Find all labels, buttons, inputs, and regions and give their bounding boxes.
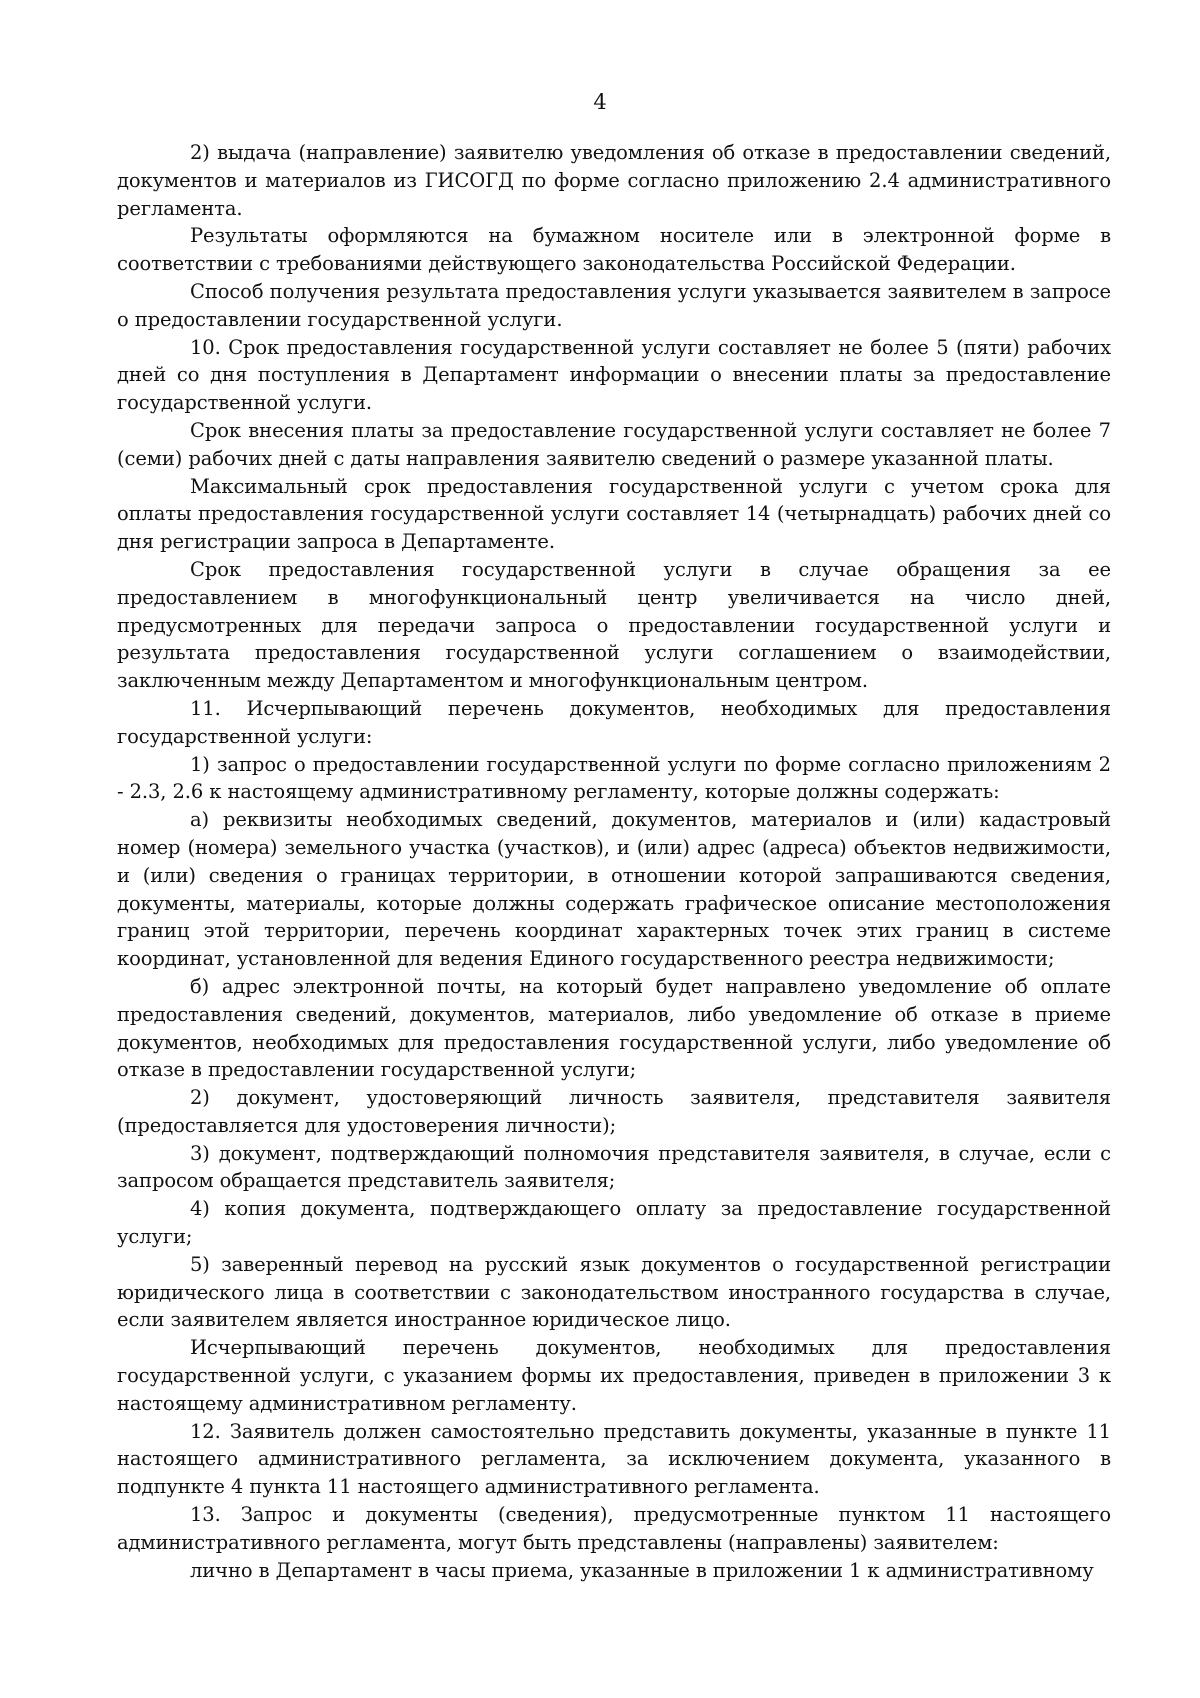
paragraph: Способ получения результата предоставления услуги указывается заявителем в запросе о предоставлении государственной услуги. — [117, 279, 1111, 331]
document-body — [117, 139, 1111, 1584]
paragraph: Результаты оформляются на бумажном носителе или в электронной форме в соответствии с требованиями действующего законодательства Российской Федерации. — [117, 224, 1111, 276]
paragraph: Исчерпывающий перечень документов, необходимых для предоставления государственной услуги, с указанием формы их предоставления, приведен в приложении 3 к настоящему административном регламенту. — [117, 1336, 1111, 1415]
paragraph: 11. Исчерпывающий перечень документов, необходимых для предоставления государственной услуги: — [117, 696, 1111, 748]
paragraph: 2) документ, удостоверяющий личность заявителя, представителя заявителя (предоставляется для удостоверения личности); — [117, 1086, 1111, 1137]
page-number: 4 — [593, 90, 607, 114]
paragraph: Срок предоставления государственной услуги в случае обращения за ее предоставлением в многофункциональный центр увеличивается на число дней, предусмотренных для передачи запроса о предоставлении государственной услуги и результата предоставления государственной услуги соглашением о взаимодействии, заключенным между Департаментом и многофункциональным центром. — [117, 557, 1111, 693]
paragraph: 4) копия документа, подтверждающего оплату за предоставление государственной услуги; — [117, 1197, 1111, 1249]
paragraph: Максимальный срок предоставления государственной услуги с учетом срока для оплаты предоставления государственной услуги составляет 14 (четырнадцать) рабочих дней со дня регистрации запроса в Департаменте. — [117, 474, 1111, 554]
paragraph: 2) выдача (направление) заявителю уведомления об отказе в предоставлении сведений, документов и материалов из ГИСОГД по форме согласно приложению 2.4 административного регламента. — [117, 141, 1111, 220]
paragraph: б) адрес электронной почты, на который будет направлено уведомление об оплате предоставления сведений, документов, материалов, либо уведомление об отказе в приеме документов, необходимых для предоставления государственной услуги, либо уведомление об отказе в предоставлении государственной услуги; — [117, 974, 1111, 1082]
paragraph: лично в Департамент в часы приема, указанные в приложении 1 к административному — [190, 1558, 1094, 1582]
paragraph: 10. Срок предоставления государственной услуги составляет не более 5 (пяти) рабочих дней со дня поступления в Департамент информации о внесении платы за предоставление государственной услуги. — [117, 335, 1111, 415]
paragraph: Срок внесения платы за предоставление государственной услуги составляет не более 7 (семи) рабочих дней с даты направления заявителю сведений о размере указанной платы. — [117, 418, 1111, 470]
paragraph: 3) документ, подтверждающий полномочия представителя заявителя, в случае, если с запросом обращается представитель заявителя; — [117, 1141, 1111, 1193]
paragraph: 12. Заявитель должен самостоятельно представить документы, указанные в пункте 11 настоящего административного регламента, за исключением документа, указанного в подпункте 4 пункта 11 настоящего административного регламента. — [117, 1419, 1111, 1499]
paragraph: 5) заверенный перевод на русский язык документов о государственной регистрации юридического лица в соответствии с законодательством иностранного государства в случае, если заявителем является иностранное юридическое лицо. — [117, 1252, 1111, 1332]
paragraph: а) реквизиты необходимых сведений, документов, материалов и (или) кадастровый номер (номера) земельного участка (участков), и (или) адрес (адреса) объектов недвижимости, и (или) сведения о границах территории, в отношении которой запрашиваются сведения, документы, материалы, которые должны содержать графическое описание местоположения границ этой территории, перечень координат характерных точек этих границ в системе координат, установленной для ведения Единого государственного реестра недвижимости; — [117, 808, 1111, 971]
paragraph: 13. Запрос и документы (сведения), предусмотренные пунктом 11 настоящего административного регламента, могут быть представлены (направлены) заявителем: — [117, 1503, 1111, 1554]
paragraph: 1) запрос о предоставлении государственной услуги по форме согласно приложениям 2 - 2.3, 2.6 к настоящему административному регламенту, которые должны содержать: — [117, 752, 1111, 804]
